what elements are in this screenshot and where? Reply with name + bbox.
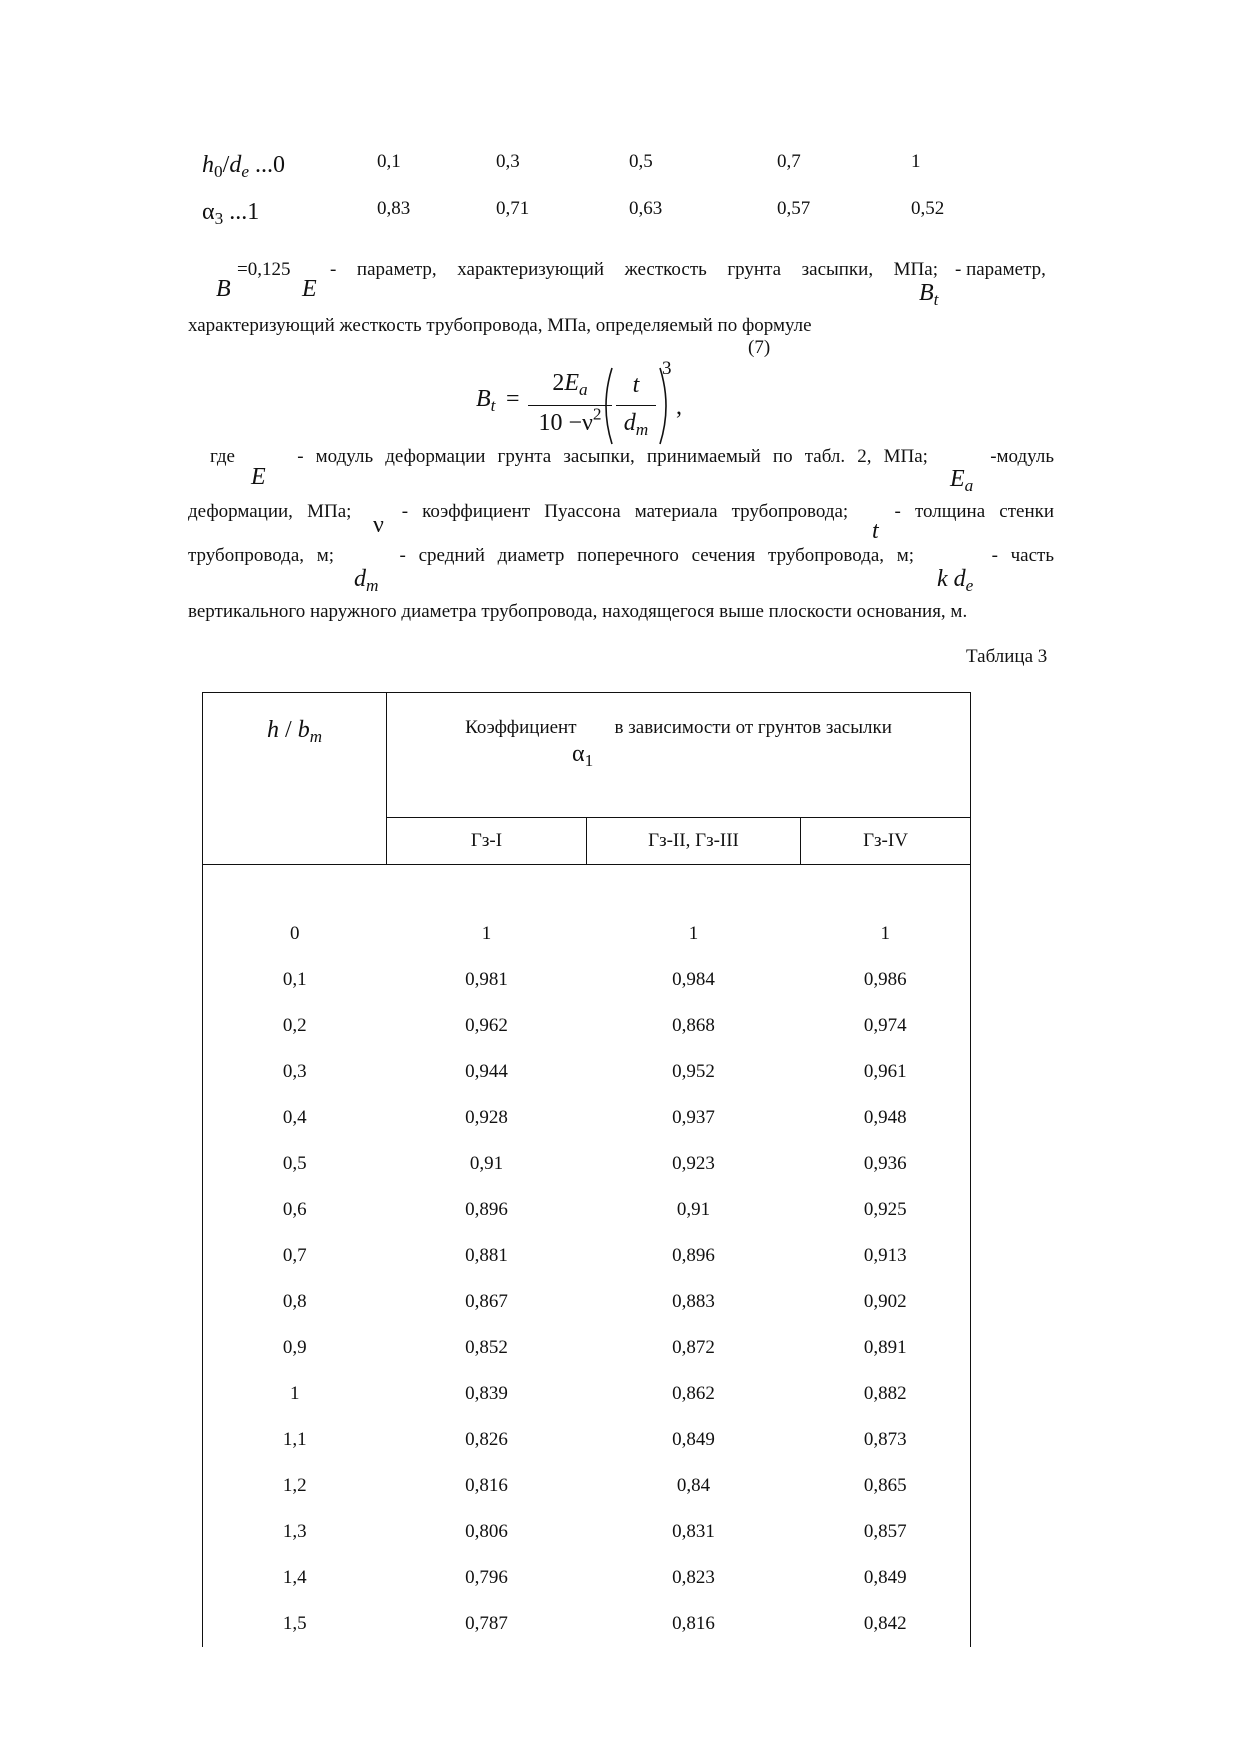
symbol-t: t bbox=[872, 518, 879, 544]
table-row bbox=[203, 1049, 971, 1095]
table-cell: 1,4 bbox=[203, 1555, 387, 1601]
table-cell: 0,928 bbox=[465, 1107, 508, 1128]
table-cell: 1 bbox=[481, 923, 492, 944]
top-table-cell: 1 bbox=[911, 151, 921, 172]
table-cell: 0,816 bbox=[672, 1613, 715, 1634]
symbol-dm: $d_m$ bbox=[354, 566, 379, 596]
symbol-B: B bbox=[216, 276, 231, 302]
table-cell: 0,962 bbox=[465, 1015, 508, 1036]
table-cell: 1 bbox=[688, 923, 699, 944]
table-cell: 1,3 bbox=[203, 1509, 387, 1555]
value-0125: =0,125 bbox=[237, 259, 291, 280]
table-cell: 0,902 bbox=[801, 1279, 971, 1325]
table-cell: 0,873 bbox=[801, 1417, 971, 1463]
table-cell: 0,913 bbox=[801, 1233, 971, 1279]
table-cell: 0,896 bbox=[465, 1199, 508, 1220]
table-row bbox=[203, 1555, 971, 1601]
table-cell: 1 bbox=[801, 911, 971, 957]
table-cell: 1,1 bbox=[203, 1417, 387, 1463]
formula-number: (7) bbox=[748, 337, 771, 358]
para1-text-end: - параметр, bbox=[955, 259, 1046, 280]
para2-line2: деформации, МПа; - коэффициент Пуассона материала трубопровода; - толщина стенки bbox=[188, 501, 1055, 522]
table-row bbox=[203, 1279, 971, 1325]
symbol-E: E bbox=[302, 276, 317, 302]
symbol-nu: ν bbox=[373, 512, 384, 538]
column-header: Гз-I bbox=[387, 818, 587, 865]
formula-comma: , bbox=[676, 394, 682, 420]
symbol-Ea: $E_a$ bbox=[950, 466, 974, 496]
table-cell: 0,4 bbox=[203, 1095, 387, 1141]
denominator-dm: $d_m$ bbox=[623, 410, 649, 440]
para2-line4: вертикального наружного диаметра трубопровода, находящегося выше плоскости основания, м. bbox=[188, 601, 968, 622]
table-cell: 0,936 bbox=[801, 1141, 971, 1187]
table-cell: 0,937 bbox=[672, 1107, 715, 1128]
table-cell: 0,944 bbox=[465, 1061, 508, 1082]
table-cell: 0,5 bbox=[203, 1141, 387, 1187]
table-cell: 0,839 bbox=[465, 1383, 508, 1404]
table-cell: 0,867 bbox=[465, 1291, 508, 1312]
column-header: Гз-II, Гз-III bbox=[587, 818, 801, 865]
top-table-cell: 0,5 bbox=[629, 151, 653, 172]
numerator-t: t bbox=[632, 372, 640, 398]
table-cell: 0,816 bbox=[465, 1475, 508, 1496]
table-cell: 0,823 bbox=[672, 1567, 715, 1588]
exponent: 3 bbox=[662, 358, 672, 379]
table-cell: 0,881 bbox=[465, 1245, 508, 1266]
table-row bbox=[203, 1371, 971, 1417]
table-row bbox=[203, 1187, 971, 1233]
table-row bbox=[203, 1417, 971, 1463]
table-cell: 0 bbox=[203, 911, 387, 957]
table-cell: 0,8 bbox=[203, 1279, 387, 1325]
table-row bbox=[203, 911, 971, 957]
table-cell: 0,984 bbox=[672, 969, 715, 990]
top-table-cell: 0,3 bbox=[496, 151, 520, 172]
table-row bbox=[203, 1325, 971, 1371]
table-cell: 0,862 bbox=[672, 1383, 715, 1404]
header-coefficient: Коэффициент в зависимости от грунтов засылки $\alpha_1$ bbox=[387, 693, 971, 818]
table-body bbox=[203, 911, 971, 1647]
fraction-bar-inner bbox=[616, 405, 656, 406]
table-cell: 0,806 bbox=[465, 1521, 508, 1542]
table-row bbox=[203, 1509, 971, 1555]
top-table-cell: 0,71 bbox=[496, 198, 530, 219]
symbol-E: E bbox=[251, 464, 266, 490]
header-h-bm: h / $b_m$ bbox=[203, 693, 387, 865]
table-row bbox=[203, 1233, 971, 1279]
table-3 bbox=[202, 692, 971, 1647]
alpha1-symbol: $\alpha_1$ bbox=[572, 741, 594, 771]
table-cell: 0,986 bbox=[801, 957, 971, 1003]
table-row bbox=[203, 1141, 971, 1187]
table-cell: 0,796 bbox=[465, 1567, 508, 1588]
table-cell: 0,826 bbox=[465, 1429, 508, 1450]
para2-line3: трубопровода, м; - средний диаметр поперечного сечения трубопровода, м; - часть bbox=[188, 545, 1055, 566]
table-cell: 1 bbox=[203, 1371, 387, 1417]
table-cell: 0,974 bbox=[801, 1003, 971, 1049]
table-cell: 0,7 bbox=[203, 1233, 387, 1279]
table-row bbox=[203, 1095, 971, 1141]
symbol-k-de: k $d_e$ bbox=[937, 566, 974, 596]
table-cell: 0,6 bbox=[203, 1187, 387, 1233]
table-cell: 0,891 bbox=[801, 1325, 971, 1371]
table-cell: 0,9 bbox=[203, 1325, 387, 1371]
table-cell: 0,952 bbox=[672, 1061, 715, 1082]
table-cell: 0,925 bbox=[801, 1187, 971, 1233]
top-table-cell: 0,57 bbox=[777, 198, 811, 219]
table-cell: 0,91 bbox=[469, 1153, 504, 1174]
top-table-cell: 0,7 bbox=[777, 151, 801, 172]
table-cell: 0,1 bbox=[203, 957, 387, 1003]
table-cell: 0,831 bbox=[672, 1521, 715, 1542]
alpha3-symbol: $\alpha_3$ ...1 bbox=[202, 199, 260, 229]
table-cell: 0,842 bbox=[801, 1601, 971, 1647]
table-cell: 0,923 bbox=[672, 1153, 715, 1174]
symbol-Bt: $B_t$ bbox=[919, 280, 939, 310]
para1-line2: характеризующий жесткость трубопровода, МПа, определяемый по формуле bbox=[188, 315, 812, 336]
table-cell: 0,3 bbox=[203, 1049, 387, 1095]
equals-sign: = bbox=[506, 386, 520, 412]
table-cell: 0,84 bbox=[676, 1475, 711, 1496]
column-header: Гз-IV bbox=[801, 818, 971, 865]
para2-line1: где - модуль деформации грунта засыпки, принимаемый по табл. 2, МПа; -модуль bbox=[210, 446, 1054, 467]
top-table-cell: 0,1 bbox=[377, 151, 401, 172]
h0-de-symbol: $h_0/d_e$ ...0 bbox=[202, 152, 285, 182]
table-caption: Таблица 3 bbox=[966, 646, 1048, 667]
table-cell: 0,849 bbox=[801, 1555, 971, 1601]
table-row bbox=[203, 1463, 971, 1509]
table-cell: 0,787 bbox=[465, 1613, 508, 1634]
table-cell: 0,857 bbox=[801, 1509, 971, 1555]
table-cell: 0,852 bbox=[465, 1337, 508, 1358]
formula-lhs: $B_t$ bbox=[476, 386, 496, 416]
table-cell: 0,896 bbox=[672, 1245, 715, 1266]
table-cell: 0,91 bbox=[676, 1199, 711, 1220]
top-table-cell: 0,52 bbox=[911, 198, 945, 219]
table-cell: 0,849 bbox=[672, 1429, 715, 1450]
table-cell: 1,2 bbox=[203, 1463, 387, 1509]
table-cell: 0,865 bbox=[801, 1463, 971, 1509]
table-cell: 0,883 bbox=[672, 1291, 715, 1312]
table-cell: 0,2 bbox=[203, 1003, 387, 1049]
denominator: $10 -\nu^2$ bbox=[538, 404, 602, 436]
table-cell: 0,868 bbox=[672, 1015, 715, 1036]
table-cell: 0,961 bbox=[801, 1049, 971, 1095]
top-table-cell: 0,83 bbox=[377, 198, 411, 219]
top-table-cell: 0,63 bbox=[629, 198, 663, 219]
numerator: $2E_a$ bbox=[552, 370, 588, 400]
table-row bbox=[203, 1601, 971, 1647]
table-cell: 0,872 bbox=[672, 1337, 715, 1358]
table-row bbox=[203, 957, 971, 1003]
para1-text: - параметр, характеризующий жесткость грунта засыпки, МПа; bbox=[330, 259, 938, 280]
table-cell: 1,5 bbox=[203, 1601, 387, 1647]
table-cell: 0,882 bbox=[801, 1371, 971, 1417]
table-cell: 0,981 bbox=[465, 969, 508, 990]
table-row bbox=[203, 1003, 971, 1049]
table-cell: 0,948 bbox=[801, 1095, 971, 1141]
